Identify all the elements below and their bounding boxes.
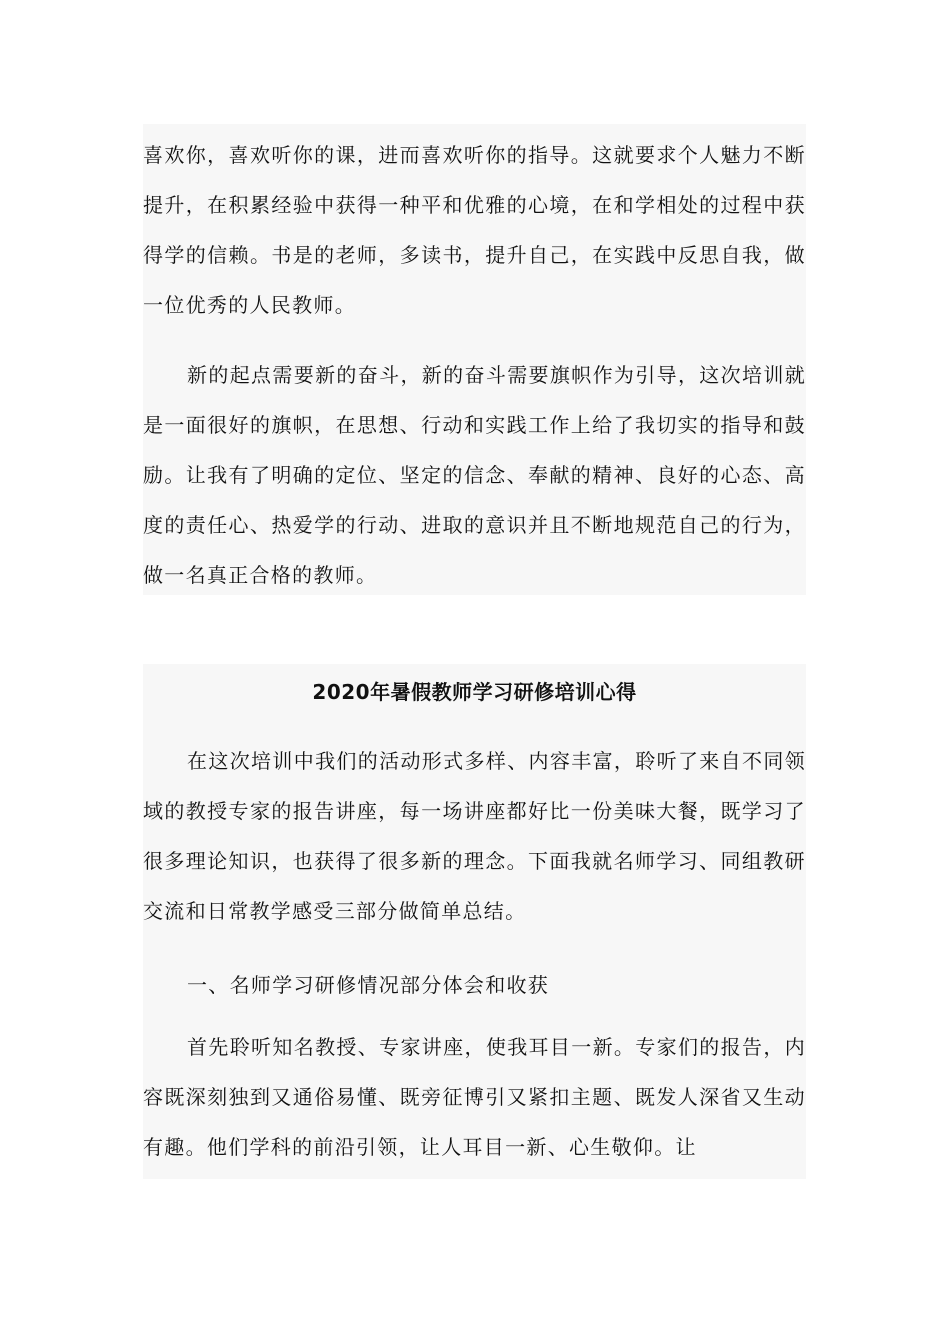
paragraph-continuation: 喜欢你，喜欢听你的课，进而喜欢听你的指导。这就要求个人魅力不断提升，在积累经验中获得一种平和优雅的心境，在和学相处的过程中获得学的信赖。书是的老师，多读书，提升自己，在实践中反思自我，做一位优秀的人民教师。	[143, 143, 806, 317]
section-heading: 一、名师学习研修情况部分体会和收获	[187, 973, 550, 997]
paragraph-new-start: 新的起点需要新的奋斗，新的奋斗需要旗帜作为引导，这次培训就是一面很好的旗帜，在思想、行动和实践工作上给了我切实的指导和鼓励。让我有了明确的定位、坚定的信念、奉献的精神、良好的心态、高度的责任心、热爱学的行动、进取的意识并且不断地规范自己的行为，做一名真正合格的教师。	[143, 363, 806, 587]
paragraph-section-body: 首先聆听知名教授、专家讲座，使我耳目一新。专家们的报告，内容既深刻独到又通俗易懂、既旁征博引又紧扣主题、既发人深省又生动有趣。他们学科的前沿引领，让人耳目一新、心生敬仰。让	[143, 1035, 806, 1159]
article-title: 2020年暑假教师学习研修培训心得	[312, 680, 637, 704]
text-block-article	[143, 664, 806, 1179]
paragraph-intro: 在这次培训中我们的活动形式多样、内容丰富，聆听了来自不同领域的教授专家的报告讲座，每一场讲座都好比一份美味大餐，既学习了很多理论知识，也获得了很多新的理念。下面我就名师学习、同组教研交流和日常教学感受三部分做简单总结。	[143, 749, 806, 923]
text-block-top	[143, 124, 806, 595]
